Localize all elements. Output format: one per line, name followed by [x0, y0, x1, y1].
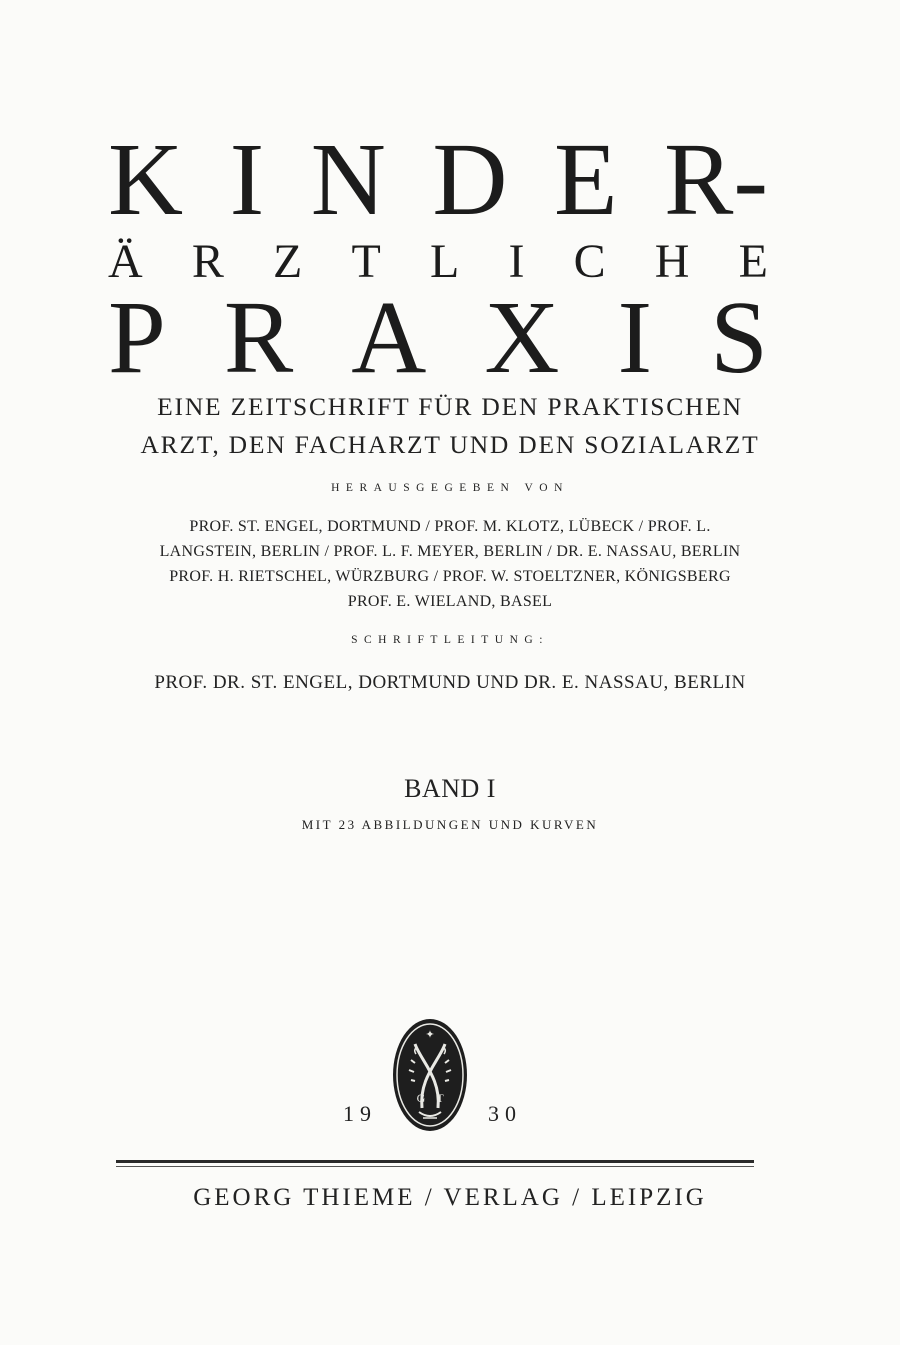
year-part-2: 30: [488, 1101, 522, 1126]
title-letter: T: [351, 235, 381, 288]
title-letter: E: [553, 122, 618, 237]
title-letter: R: [223, 280, 294, 395]
subtitle-line-2: ARZT, DEN FACHARZT UND DEN SOZIALARZT: [140, 430, 760, 459]
title-line-2: [108, 236, 768, 288]
editors-line-4: PROF. E. WIELAND, BASEL: [347, 593, 553, 610]
title-letter: X: [484, 280, 560, 395]
publisher-mark-icon: [391, 1016, 469, 1134]
title-letter: N: [310, 122, 386, 237]
schriftleitung-label: SCHRIFTLEITUNG:: [351, 634, 549, 646]
year-part-1: 19: [343, 1101, 377, 1126]
title-letter: R: [191, 235, 224, 288]
divider-rule: [116, 1160, 754, 1163]
title-letter: I: [617, 280, 653, 395]
subtitle-line-1: EINE ZEITSCHRIFT FÜR DEN PRAKTISCHEN: [157, 392, 743, 421]
svg-text:✦: ✦: [425, 1028, 435, 1041]
svg-text:T: T: [436, 1091, 444, 1105]
title-letter: D: [432, 122, 508, 237]
title-line-3: [108, 280, 768, 395]
title-letter: I: [229, 122, 265, 237]
title-letter: H: [654, 235, 690, 288]
editors-line-1: PROF. ST. ENGEL, DORTMUND / PROF. M. KLOTZ, LÜBECK / PROF. L.: [189, 518, 711, 535]
editors-line-2: LANGSTEIN, BERLIN / PROF. L. F. MEYER, BERLIN / DR. E. NASSAU, BERLIN: [159, 543, 741, 560]
title-line-1: [108, 122, 768, 237]
title-letter: L: [429, 235, 460, 288]
title-letter: R-: [664, 122, 768, 237]
publisher-line: GEORG THIEME / VERLAG / LEIPZIG: [193, 1184, 707, 1211]
title-letter: Ä: [108, 235, 143, 288]
schriftleitung-editors: PROF. DR. ST. ENGEL, DORTMUND UND DR. E. NASSAU, BERLIN: [154, 672, 746, 693]
editors-line-3: PROF. H. RIETSCHEL, WÜRZBURG / PROF. W. STOELTZNER, KÖNIGSBERG: [169, 568, 731, 585]
divider-rule-thin: [116, 1166, 754, 1167]
herausgegeben-label: HERAUSGEGEBEN VON: [331, 482, 569, 494]
title-letter: K: [108, 122, 184, 237]
svg-text:G: G: [416, 1091, 426, 1105]
title-letter: E: [738, 235, 768, 288]
illustrations-note: MIT 23 ABBILDUNGEN UND KURVEN: [301, 817, 599, 832]
title-letter: I: [508, 235, 525, 288]
title-letter: P: [108, 280, 166, 395]
title-letter: Z: [273, 235, 303, 288]
title-letter: A: [351, 280, 427, 395]
title-letter: S: [710, 280, 768, 395]
title-letter: C: [573, 235, 606, 288]
volume-label: BAND I: [404, 774, 496, 803]
